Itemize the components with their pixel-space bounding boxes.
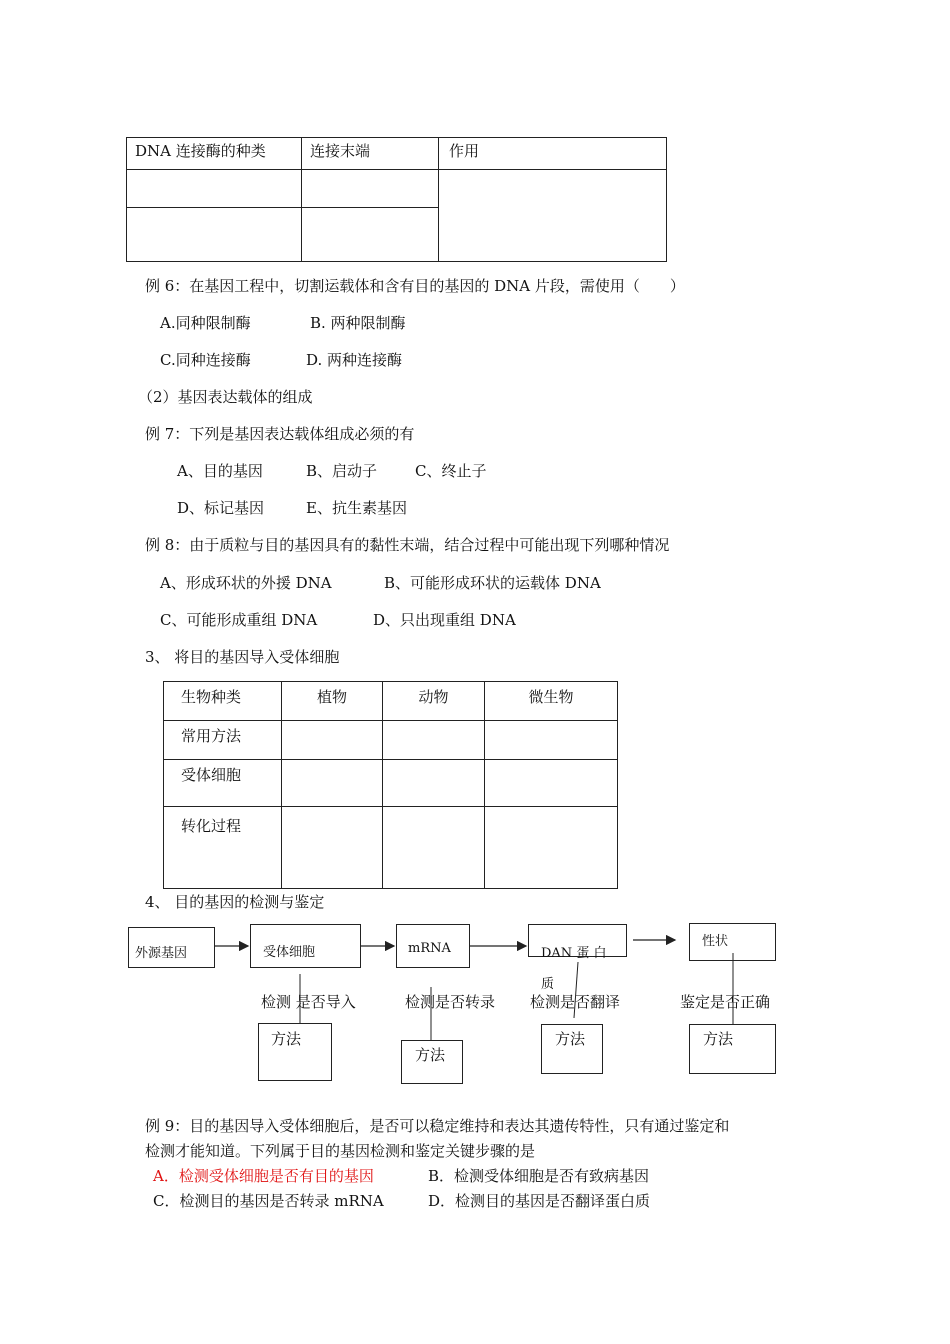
ex9-question-line1: 例 9：目的基因导入受体细胞后，是否可以稳定维持和表达其遗传特性，只有通过鉴定和 bbox=[145, 1117, 730, 1135]
ex8-option-b: B、可能形成环状的运载体 DNA bbox=[384, 574, 601, 592]
check-transcribed: 检测是否转录 bbox=[405, 993, 496, 1011]
check-introduced: 检测 是否导入 bbox=[261, 993, 356, 1011]
method-box-4: 方法 bbox=[689, 1024, 776, 1074]
transfer-row-recipient: 受体细胞 bbox=[164, 760, 282, 807]
transfer-header-animal: 动物 bbox=[383, 682, 485, 721]
transfer-row-method: 常用方法 bbox=[164, 721, 282, 760]
flow-node-mrna: mRNA bbox=[396, 924, 470, 968]
ex9-question-line2: 检测才能知道。下列属于目的基因检测和鉴定关键步骤的是 bbox=[145, 1142, 536, 1160]
check-identified: 鉴定是否正确 bbox=[680, 993, 771, 1011]
section2-title: （2）基因表达载体的组成 bbox=[138, 388, 313, 406]
ex9-option-b: B．检测受体细胞是否有致病基因 bbox=[428, 1167, 650, 1185]
flow-node-protein-tail: 质 bbox=[541, 977, 555, 992]
ex8-option-a: A、形成环状的外援 DNA bbox=[160, 574, 332, 592]
ex8-option-d: D、只出现重组 DNA bbox=[373, 611, 516, 629]
check-translated: 检测是否翻译 bbox=[530, 993, 621, 1011]
ex7-option-a: A、目的基因 bbox=[177, 462, 263, 480]
ligase-header-ends: 连接末端 bbox=[302, 138, 439, 170]
ligase-header-type: DNA 连接酶的种类 bbox=[127, 138, 302, 170]
transfer-header-microbe: 微生物 bbox=[485, 682, 618, 721]
ex6-question: 例 6：在基因工程中，切割运载体和含有目的基因的 DNA 片段，需使用（ ） bbox=[145, 277, 685, 295]
ex8-question: 例 8：由于质粒与目的基因具有的黏性末端，结合过程中可能出现下列哪种情况 bbox=[145, 536, 670, 554]
ex6-option-a: A.同种限制酶 bbox=[160, 314, 251, 332]
flow-node-protein: DAN 蛋 白 bbox=[528, 924, 627, 957]
ex9-option-c: C．检测目的基因是否转录 mRNA bbox=[153, 1192, 384, 1210]
method-box-3: 方法 bbox=[541, 1024, 603, 1074]
ex8-option-c: C、可能形成重组 DNA bbox=[160, 611, 318, 629]
ex7-question: 例 7：下列是基因表达载体组成必须的有 bbox=[145, 425, 415, 443]
flow-node-exogenous-gene: 外源基因 bbox=[128, 927, 215, 968]
ex9-option-d: D．检测目的基因是否翻译蛋白质 bbox=[428, 1192, 651, 1210]
ex7-option-b: B、启动子 bbox=[306, 462, 378, 480]
ex6-option-c: C.同种连接酶 bbox=[160, 351, 251, 369]
ex6-option-b: B. 两种限制酶 bbox=[310, 314, 406, 332]
flow-node-trait: 性状 bbox=[689, 923, 776, 961]
ex7-option-d: D、标记基因 bbox=[177, 499, 265, 517]
method-box-1: 方法 bbox=[258, 1023, 332, 1081]
ex7-option-e: E、抗生素基因 bbox=[306, 499, 407, 517]
flow-node-recipient-cell: 受体细胞 bbox=[250, 924, 361, 968]
section4-title: 4、 目的基因的检测与鉴定 bbox=[145, 893, 325, 911]
ex9-option-a: A．检测受体细胞是否有目的基因 bbox=[153, 1167, 374, 1185]
method-box-2: 方法 bbox=[401, 1040, 463, 1084]
ligase-header-function: 作用 bbox=[439, 138, 667, 170]
ex7-option-c: C、终止子 bbox=[415, 462, 487, 480]
transfer-header-species: 生物种类 bbox=[164, 682, 282, 721]
transfer-header-plant: 植物 bbox=[282, 682, 383, 721]
section3-title: 3、 将目的基因导入受体细胞 bbox=[145, 648, 340, 666]
transfer-row-transform: 转化过程 bbox=[164, 807, 282, 889]
ex6-option-d: D. 两种连接酶 bbox=[306, 351, 403, 369]
